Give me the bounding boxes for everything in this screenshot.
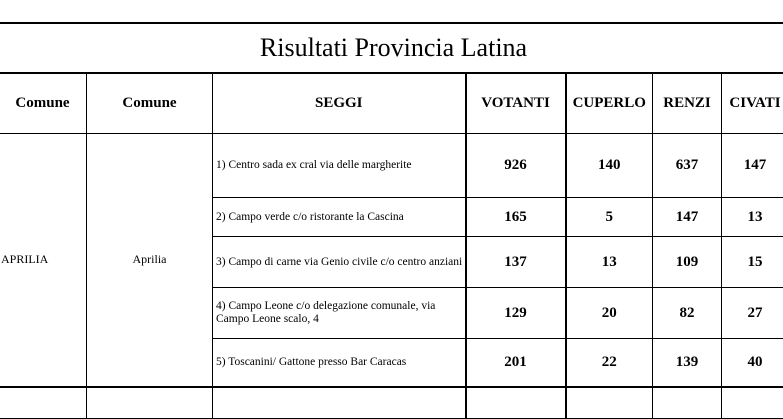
cuperlo-cell: 140 [566, 134, 653, 198]
results-table [0, 22, 783, 419]
header-cuperlo: CUPERLO [566, 73, 653, 134]
seggio-cell: 5) Toscanini/ Gattone presso Bar Caracas [213, 339, 466, 387]
renzi-cell: 82 [653, 288, 722, 339]
votanti-cell: 926 [466, 134, 566, 198]
header-seggi: SEGGI [213, 73, 466, 134]
empty-cell [722, 387, 783, 419]
civati-cell: 27 [722, 288, 783, 339]
votanti-cell: 165 [466, 198, 566, 237]
header-comune-1: Comune [0, 73, 87, 134]
empty-cell [213, 387, 466, 419]
table-row-partial [0, 387, 783, 419]
renzi-cell: 109 [653, 237, 722, 288]
cuperlo-cell: 20 [566, 288, 653, 339]
civati-cell: 15 [722, 237, 783, 288]
seggio-cell: 1) Centro sada ex cral via delle margherite [213, 134, 466, 198]
civati-cell: 13 [722, 198, 783, 237]
header-comune-2: Comune [87, 73, 213, 134]
cuperlo-cell: 5 [566, 198, 653, 237]
seggio-cell: 2) Campo verde c/o ristorante la Cascina [213, 198, 466, 237]
votanti-cell: 137 [466, 237, 566, 288]
comune-name-cell: Aprilia [87, 134, 213, 387]
title-row [0, 23, 783, 73]
results-sheet [0, 22, 783, 419]
header-civati: CIVATI [722, 73, 783, 134]
renzi-cell: 139 [653, 339, 722, 387]
header-votanti: VOTANTI [466, 73, 566, 134]
table-title: Risultati Provincia Latina [0, 23, 783, 73]
empty-cell [466, 387, 566, 419]
header-renzi: RENZI [653, 73, 722, 134]
empty-cell [87, 387, 213, 419]
seggio-cell: 3) Campo di carne via Genio civile c/o centro anziani [213, 237, 466, 288]
seggio-cell: 4) Campo Leone c/o delegazione comunale, via Campo Leone scalo, 4 [213, 288, 466, 339]
empty-cell [0, 387, 87, 419]
cuperlo-cell: 13 [566, 237, 653, 288]
votanti-cell: 201 [466, 339, 566, 387]
renzi-cell: 637 [653, 134, 722, 198]
cuperlo-cell: 22 [566, 339, 653, 387]
empty-cell [566, 387, 653, 419]
comune-code-cell: APRILIA [0, 134, 87, 387]
table-row [0, 134, 783, 198]
votanti-cell: 129 [466, 288, 566, 339]
header-row [0, 73, 783, 134]
civati-cell: 147 [722, 134, 783, 198]
empty-cell [653, 387, 722, 419]
renzi-cell: 147 [653, 198, 722, 237]
civati-cell: 40 [722, 339, 783, 387]
